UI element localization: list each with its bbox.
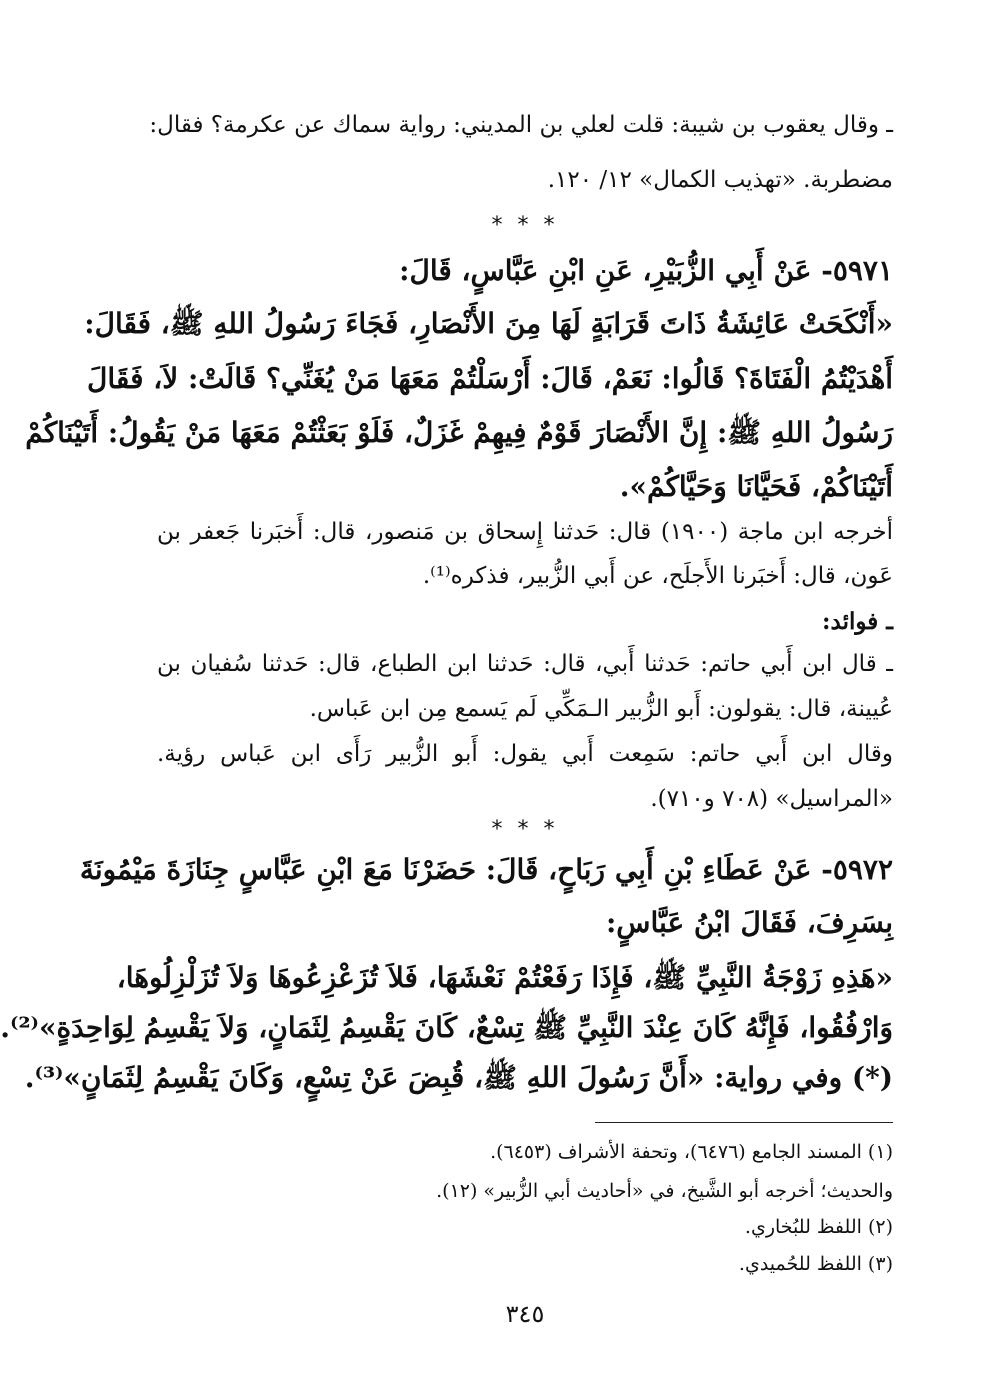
hadith-text-line: وَارْفُقُوا، فَإِنَّهُ كَانَ عِنْدَ النَّبِيِّ ﷺ تِسْعٌ، كَانَ يَقْسِمُ لِثَمَانٍ، وَلاَ يَقْسِمُ لِوَاحِدَةٍ»⁽²⁾. bbox=[0, 1011, 893, 1044]
hadith-text-line: أَهْدَيْتُمُ الْفَتَاةَ؟ قَالُوا: نَعَمْ، قَالَ: أَرْسَلْتُمْ مَعَهَا مَنْ يُغَنِّي؟ قَالَتْ: لاَ، فَقَالَ bbox=[87, 362, 893, 395]
fawaid-line: ـ قال ابن أَبي حاتم: حَدثنا أَبي، قال: حَدثنا ابن الطباع، قال: حَدثنا سُفيان بن bbox=[157, 651, 893, 677]
takhrij-line: عَون، قال: أَخبَرنا الأَجلَح، عن أَبي الزُّبير، فذكره⁽¹⁾. bbox=[422, 563, 893, 589]
hadith-heading: ٥٩٧٢- عَنْ عَطَاءِ بْنِ أَبِي رَبَاحٍ، قَالَ: حَضَرْنَا مَعَ ابْنِ عَبَّاسٍ جِنَازَةَ مَيْمُونَةَ bbox=[79, 853, 893, 886]
footnote: (١) المسند الجامع (٦٤٧٦)، وتحفة الأشراف (٦٤٥٣). bbox=[490, 1141, 893, 1163]
page-number: ٣٤٥ bbox=[505, 1300, 545, 1328]
footnote: والحديث؛ أخرجه أبو الشَّيخ، في «أحاديث أبي الزُّبير» (١٢). bbox=[436, 1180, 893, 1202]
fawaid-line: وقال ابن أَبي حاتم: سَمِعت أَبي يقول: أَبو الزُّبير رَأَى ابن عَباس رؤية. bbox=[157, 741, 893, 767]
takhrij-line: أخرجه ابن ماجة (١٩٠٠) قال: حَدثنا إِسحاق بن مَنصور، قال: أَخبَرنا جَعفر بن bbox=[157, 519, 893, 545]
fawaid-line: «المراسيل» (٧٠٨ و٧١٠). bbox=[650, 786, 893, 812]
fawaid-line: عُيينة، قال: يقولون: أَبو الزُّبير الـمَكِّي لَم يَسمع مِن ابن عَباس. bbox=[309, 696, 893, 722]
paragraph-line: ـ وقال يعقوب بن شيبة: قلت لعلي بن المديني: رواية سماك عن عكرمة؟ فقال: bbox=[149, 112, 893, 138]
hadith-text-line: أَتَيْنَاكُمْ، فَحَيَّانَا وَحَيَّاكُمْ». bbox=[619, 470, 893, 503]
footnote: (٣) اللفظ للحُميدي. bbox=[738, 1253, 893, 1275]
hadith-text-line: «أَنْكَحَتْ عَائِشَةُ ذَاتَ قَرَابَةٍ لَهَا مِنَ الأَنْصَارِ، فَجَاءَ رَسُولُ اللهِ ﷺ، فَقَالَ: bbox=[84, 307, 893, 340]
section-separator: * * * bbox=[491, 817, 559, 842]
hadith-text-line: «هَذِهِ زَوْجَةُ النَّبِيِّ ﷺ، فَإِذَا رَفَعْتُمْ نَعْشَهَا، فَلاَ تُزَعْزِعُوهَا وَلاَ تُزَلْزِلُوهَا، bbox=[116, 961, 893, 994]
hadith-text-line: (*) وفي رواية: «أَنَّ رَسُولَ اللهِ ﷺ، قُبِضَ عَنْ تِسْعٍ، وَكَانَ يَقْسِمُ لِثَمَانٍ»⁽³⁾. bbox=[24, 1061, 893, 1094]
footnote: (٢) اللفظ للبُخاري. bbox=[744, 1216, 893, 1238]
paragraph-line: مضطربة. «تهذيب الكمال» ١٢/ ١٢٠. bbox=[547, 167, 893, 193]
fawaid-heading: ـ فوائد: bbox=[822, 608, 893, 635]
hadith-text-line: بِسَرِفَ، فَقَالَ ابْنُ عَبَّاسٍ: bbox=[605, 906, 893, 939]
hadith-text-line: رَسُولُ اللهِ ﷺ: إِنَّ الأَنْصَارَ قَوْمٌ فِيهِمْ غَزَلٌ، فَلَوْ بَعَثْتُمْ مَعَهَا مَنْ يَقُولُ: أَتَيْنَاكُمْ bbox=[25, 416, 893, 449]
section-separator: * * * bbox=[491, 213, 559, 238]
hadith-heading: ٥٩٧١- عَنْ أَبِي الزُّبَيْرِ، عَنِ ابْنِ عَبَّاسٍ، قَالَ: bbox=[399, 254, 893, 287]
footnote-divider bbox=[595, 1122, 893, 1123]
